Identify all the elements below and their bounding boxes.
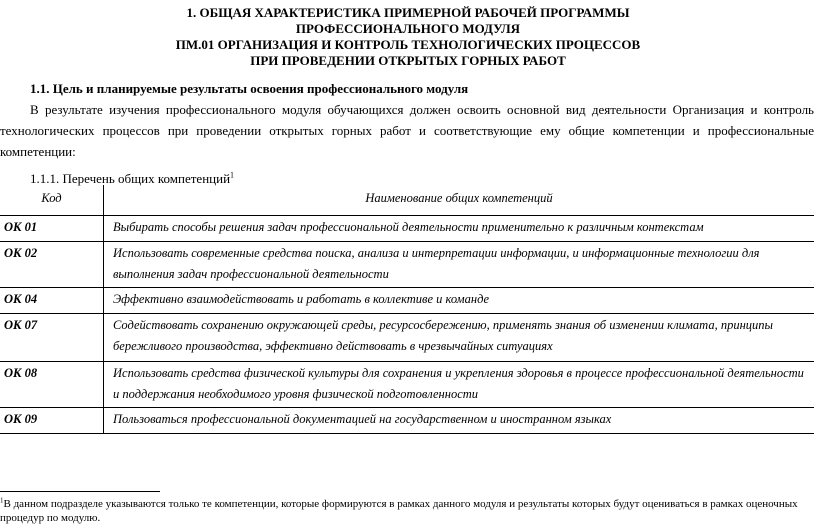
competence-name: Содействовать сохранению окружающей среды, ресурсосбережению, применять знания об изменении климата, принципы бережливого производства, эффективно действовать в чрезвычайных ситуациях — [104, 314, 815, 362]
footnote-mark: 1 — [0, 496, 4, 505]
footnote-reference[interactable]: 1 — [230, 170, 235, 180]
intro-paragraph: В результате изучения профессионального модуля обучающихся должен освоить основной вид деятельности Организация и контроль технологических процессов при проведении открытых горных работ и соответствующие ему общие компетенции и профессиональные компетенции: — [0, 102, 814, 159]
table-row — [0, 314, 814, 362]
competence-code: ОК 02 — [0, 242, 104, 288]
table-header-row — [0, 185, 814, 216]
document-title-line-2: ПРОФЕССИОНАЛЬНОГО МОДУЛЯ — [295, 21, 521, 36]
footnote-text: В данном подразделе указываются только те компетенции, которые формируются в рамках данного модуля и результаты которых будут оцениваться в рамках оценочных процедур по модулю. — [0, 498, 798, 524]
footnote-divider — [0, 491, 160, 492]
competence-code: ОК 04 — [0, 288, 104, 314]
competence-name: Использовать средства физической культуры для сохранения и укрепления здоровья в процессе профессиональной деятельности и поддержания необходимого уровня физической подготовленности — [104, 362, 815, 408]
competence-code: ОК 09 — [0, 408, 104, 434]
competence-name: Эффективно взаимодействовать и работать в коллективе и команде — [104, 288, 815, 314]
table-row — [0, 408, 814, 434]
competence-name: Использовать современные средства поиска, анализа и интерпретации информации, и информационные технологии для выполнения задач профессиональной деятельности — [104, 242, 815, 288]
document-title-line-3: ПМ.01 ОРГАНИЗАЦИЯ И КОНТРОЛЬ ТЕХНОЛОГИЧЕСКИХ ПРОЦЕССОВ — [175, 37, 641, 52]
competence-name: Выбирать способы решения задач профессиональной деятельности применительно к различным контекстам — [104, 216, 815, 242]
table-row — [0, 288, 814, 314]
competence-code: ОК 08 — [0, 362, 104, 408]
competence-table — [0, 185, 814, 434]
competence-code: ОК 07 — [0, 314, 104, 362]
competence-list-heading-text: 1.1.1. Перечень общих компетенций — [30, 171, 231, 186]
table-row — [0, 242, 814, 288]
table-row — [0, 362, 814, 408]
document-title-line-1: 1. ОБЩАЯ ХАРАКТЕРИСТИКА ПРИМЕРНОЙ РАБОЧЕЙ ПРОГРАММЫ — [186, 5, 630, 20]
competence-code: ОК 01 — [0, 216, 104, 242]
table-row — [0, 216, 814, 242]
column-header-name: Наименование общих компетенций — [104, 185, 815, 216]
document-title-line-4: ПРИ ПРОВЕДЕНИИ ОТКРЫТЫХ ГОРНЫХ РАБОТ — [250, 53, 566, 68]
column-header-code: Код — [0, 185, 104, 216]
competence-name: Пользоваться профессиональной документацией на государственном и иностранном языках — [104, 408, 815, 434]
footnote — [0, 497, 814, 525]
section-heading: 1.1. Цель и планируемые результаты освоения профессионального модуля — [30, 81, 469, 96]
